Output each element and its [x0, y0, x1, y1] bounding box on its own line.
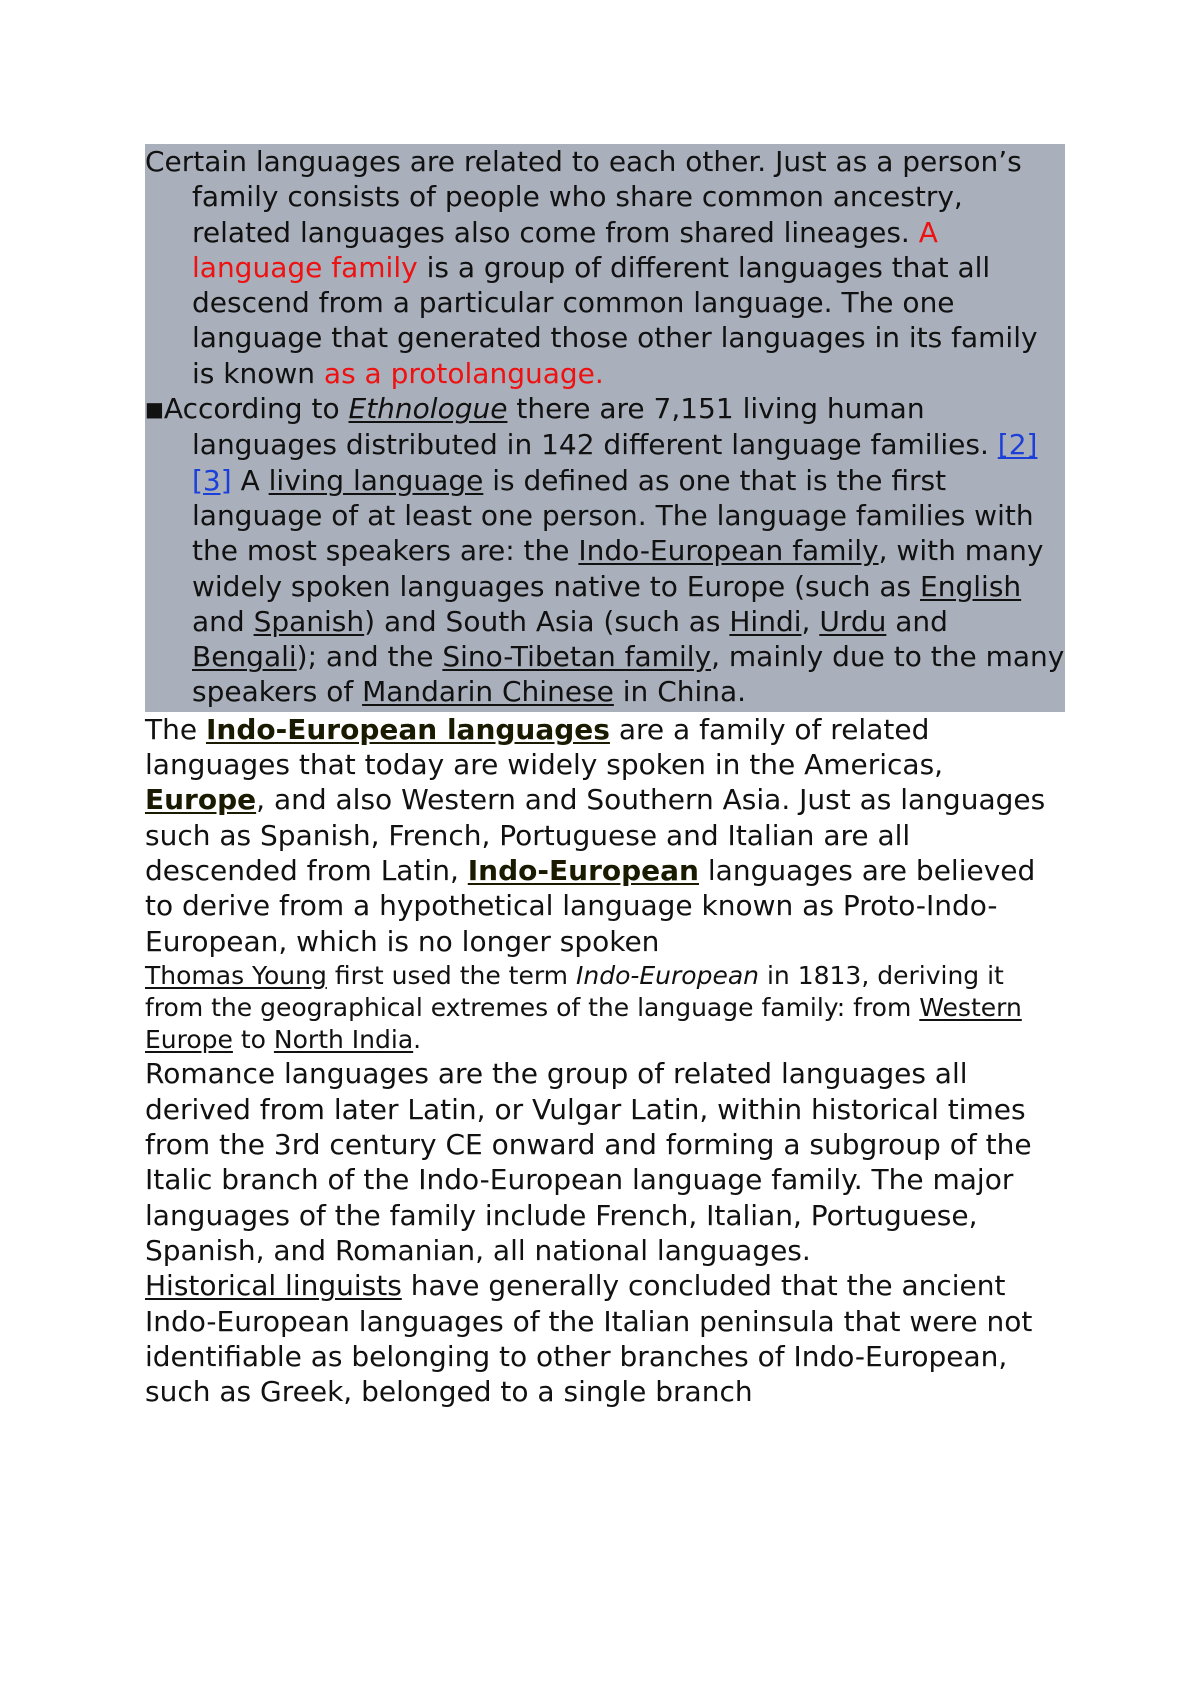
- paragraph-language-family: [145, 144, 1065, 391]
- text-segment: there are 7,151 living human languages distributed in 142 different language families.: [192, 392, 998, 462]
- link-spanish[interactable]: Spanish: [253, 604, 365, 638]
- text-segment: is a group of different languages that all descend from a particular common language. The one language that generated those other languages in its family is known: [192, 250, 1038, 390]
- link-living-language[interactable]: living language: [268, 463, 484, 497]
- text-segment: languages are believed to derive from a hypothetical language known as Proto-Indo-European, which is no longer spoken: [145, 853, 1036, 958]
- paragraph-romance-languages: Romance languages are the group of related languages all derived from later Latin, or Vulgar Latin, within historical times from the 3rd century CE onward and forming a subgroup of the Italic branch of the Indo-European language family. The major languages of the family include French, Italian, Portuguese, Spanish, and Romanian, all national languages.: [145, 1057, 1032, 1267]
- link-sino-tibetan-family[interactable]: Sino-Tibetan family: [442, 640, 712, 674]
- text-segment: and: [886, 604, 948, 638]
- text-segment: According to: [163, 392, 349, 426]
- text-segment: in 1813, deriving it from the geographical extremes of the language family: from: [145, 960, 1004, 1023]
- text-segment: ) and South Asia (such as: [364, 604, 730, 638]
- highlight-protolanguage: as a protolanguage.: [323, 356, 604, 390]
- term-indo-european: Indo-European: [575, 960, 760, 990]
- link-europe[interactable]: Europe: [145, 783, 257, 817]
- text-segment: .: [413, 1025, 422, 1055]
- paragraph-indo-european: [145, 712, 1065, 959]
- text-segment: , and also Western and Southern Asia. Just as languages such as Spanish, French, Portuguese and Italian are all descended from Latin,: [145, 783, 1046, 887]
- text-segment: in China.: [613, 675, 747, 709]
- text-segment: have generally concluded that the ancient Indo-European languages of the Italian peninsula that were not identifiable as belonging to other branches of Indo-European, such as Greek, belonged to a single branch: [145, 1269, 1033, 1409]
- text-segment: The: [145, 712, 206, 746]
- document-page: [145, 144, 1065, 1409]
- link-bengali[interactable]: Bengali: [192, 640, 297, 674]
- text-segment: , mainly due to the many speakers of: [192, 640, 1065, 709]
- text-segment: ); and the: [296, 640, 443, 674]
- text-segment: is defined as one that is the first language of at least one person. The language families with the most speakers are: the: [192, 463, 1034, 568]
- link-indo-european[interactable]: Indo-European: [467, 853, 699, 887]
- link-urdu[interactable]: Urdu: [819, 604, 887, 638]
- paragraph-ethnologue: [145, 391, 1065, 710]
- text-segment: and: [192, 604, 254, 638]
- link-references[interactable]: [2][3]: [192, 428, 1038, 497]
- text-segment: first used the term: [326, 960, 576, 990]
- link-north-india[interactable]: North India: [273, 1025, 414, 1055]
- text-segment: A: [231, 463, 269, 497]
- bullet-icon: ■: [145, 397, 164, 422]
- paragraph-thomas-young: [145, 960, 1065, 1057]
- text-segment: ,: [801, 604, 820, 638]
- link-thomas-young[interactable]: Thomas Young: [145, 960, 327, 990]
- link-indo-european-family[interactable]: Indo-European family: [578, 534, 879, 568]
- paragraph-historical-linguists: [145, 1268, 1065, 1409]
- link-indo-european-languages[interactable]: Indo-European languages: [205, 712, 610, 746]
- text-segment: to: [232, 1025, 274, 1055]
- link-historical-linguists[interactable]: Historical linguists: [145, 1269, 402, 1303]
- highlighted-block: [145, 144, 1065, 712]
- text-segment: Certain languages are related to each other. Just as a person’s family consists of people who share common ancestry, related languages also come from shared lineages.: [145, 145, 1022, 249]
- highlight-language-family: A language family: [192, 215, 938, 284]
- link-hindi[interactable]: Hindi: [729, 604, 802, 638]
- link-english[interactable]: English: [920, 569, 1022, 603]
- link-mandarin-chinese[interactable]: Mandarin Chinese: [362, 675, 614, 709]
- text-segment: , with many widely spoken languages native to Europe (such as: [192, 534, 1044, 603]
- link-western-europe[interactable]: Western Europe: [145, 993, 1022, 1055]
- link-ethnologue[interactable]: Ethnologue: [348, 392, 508, 426]
- text-segment: are a family of related languages that today are widely spoken in the Americas,: [145, 712, 944, 782]
